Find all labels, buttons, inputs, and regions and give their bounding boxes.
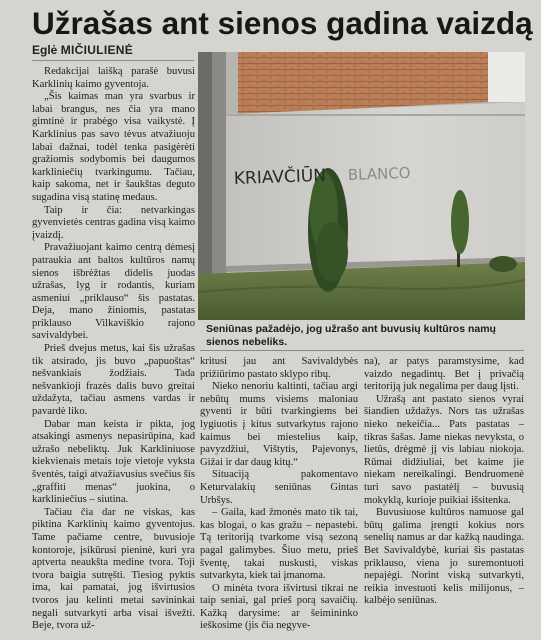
author-first-name: Eglė [32,43,61,57]
author-last-name: MIČIULIENĖ [60,43,134,57]
photo-graffiti: KRIAVČIŪN [233,165,327,189]
byline [32,43,133,57]
article-column-3 [364,356,524,608]
paragraph: na), ar patys paramstysime, kad vaizdo negadintų. Bet į privačią teritoriją juk negalima per daug lįsti. [364,356,524,393]
paragraph: Buvusiuose kultūros namuose gal būtų galima įrengti kokius nors senelių namus ar dar kažką naudinga. Bet Savivaldybė, kuriai šis pastatas priklauso, viena jo suremontuoti nepajėgi. Norint viską sutvarkyti, reikia investuoti kelis milijonus, – kalbėjo seniūnas. [364,507,524,607]
paragraph: Situaciją pakomentavo Keturvalakių seniūnas Gintas Urbšys. [200,469,358,506]
paragraph: Taip ir čia: netvarkingas gyvenvietės centras gadina visą kaimo įvaizdį. [32,204,195,241]
paragraph: Dabar man keista ir pikta, jog atsakingi asmenys nepasirūpina, kad užrašo nebeliktų. Juk Karkliniuose kiekvienais metais toje vietoje vyksta šventės, taigi atvažiavusius svečius šis „graffiti menas“ juokina, o karkliniečius – siutina. [32,418,195,506]
photo-building-wall [198,52,525,320]
paragraph: Prieš dvejus metus, kai šis užrašas tik atsirado, jis buvo „papuoštas“ nešvankiais žodžiais. Tada nešvankioji frazės dalis buvo greitai uždažyta, tačiau asmens vardas ir pavardė liko. [32,343,195,418]
paragraph: O minėta tvora išvirtusi tikrai ne taip seniai, gal prieš porą savaičių. Kažką darysime: ar šeimininko ieškosime (jis čia negyve- [200,582,358,632]
photo-caption: Seniūnas pažadėjo, jog užrašo ant buvusių kultūros namų sienos nebeliks. [206,323,496,348]
article-column-1 [32,66,195,633]
paragraph: Nieko nenoriu kaltinti, tačiau argi nebūtų mums visiems maloniau gyventi ir būti tvarkingiems bei lygiuotis į kitus sutvarkytus rajono kaimus bei miestelius kaip, pavyzdžiui, Vištytis, Pajevonys, Gižai ir dar daug kitų.“ [200,381,358,468]
photo-tree [308,168,348,292]
paragraph: Tačiau čia dar ne viskas, kas piktina Karklinių kaimo gyventojus. Tame pačiame centre, buvusioje kontoroje, įsikūrusi pieninė, kuri yra aptverta neaukšta medine tvora. Toji tvora baigia sutręšti. Tiesiog pyktis ima, kai pamatai, jog išvirtusios tvoros jau kelinti metai savininkai negali sutvarkyti arba visai išvežti. Beje, tvora už- [32,506,195,632]
headline: Užrašas ant sienos gadina vaizdą [32,5,533,41]
paragraph: Redakcijai laišką parašė buvusi Karklinių kaimo gyventoja. [32,66,195,90]
paragraph: kritusi jau ant Savivaldybės prižiūrimo pastato sklypo ribų. [200,356,358,380]
paragraph: „Šis kaimas man yra svarbus ir labai brangus, nes čia yra mano gimtinė ir prabėgo visa vaikystė. Į Karklinius pas savo tėvus atvažiuoju labai dažnai, todėl tenka pasigėrėti gražiomis sodybomis bei daugumos karkliniečių tvarkingumu. Tačiau, kaip sakoma, net ir šaukštas deguto sugadina visą statinę medaus. [32,91,195,203]
paragraph: – Gaila, kad žmonės mato tik tai, kas blogai, o kas gražu – nepastebi. Tą teritoriją tvarkome visą sezoną pagal galimybes. Šiuo metu, prieš šventę, takai nuskusti, viskas sutvarkyta, kiek tai įmanoma. [200,507,358,582]
article-column-2 [200,356,358,633]
article-photo [198,52,525,320]
photo-graffiti-faded: BLANCO [347,163,411,184]
byline-rule [32,60,194,61]
paragraph: Užrašą ant pastato sienos vyrai šiandien uždažys. Nors tas užrašas nieko nekeičia... Pats pastatas – tikras šašas. Jame niekas nevyksta, o lietūs, drėgmė jį vis labiau niokoja. Rūmai didžiuliai, bet kaime jie niekam nereikalingi. Bendruomenė turi savo pastatėlį – buvusią mokyklą, kurioje puikiai išsitenka. [364,393,524,506]
paragraph: Pravažiuojant kaimo centrą dėmesį patraukia ant baltos kultūros namų sienos išbrėžtas didelis juodas užrašas, lyg ir rodantis, kuriam asmeniui „priklauso“ šis pastatas. Deja, mano žiniomis, pastatas priklauso Vilkaviškio rajono savivaldybei. [32,242,195,342]
caption-rule [200,350,524,351]
